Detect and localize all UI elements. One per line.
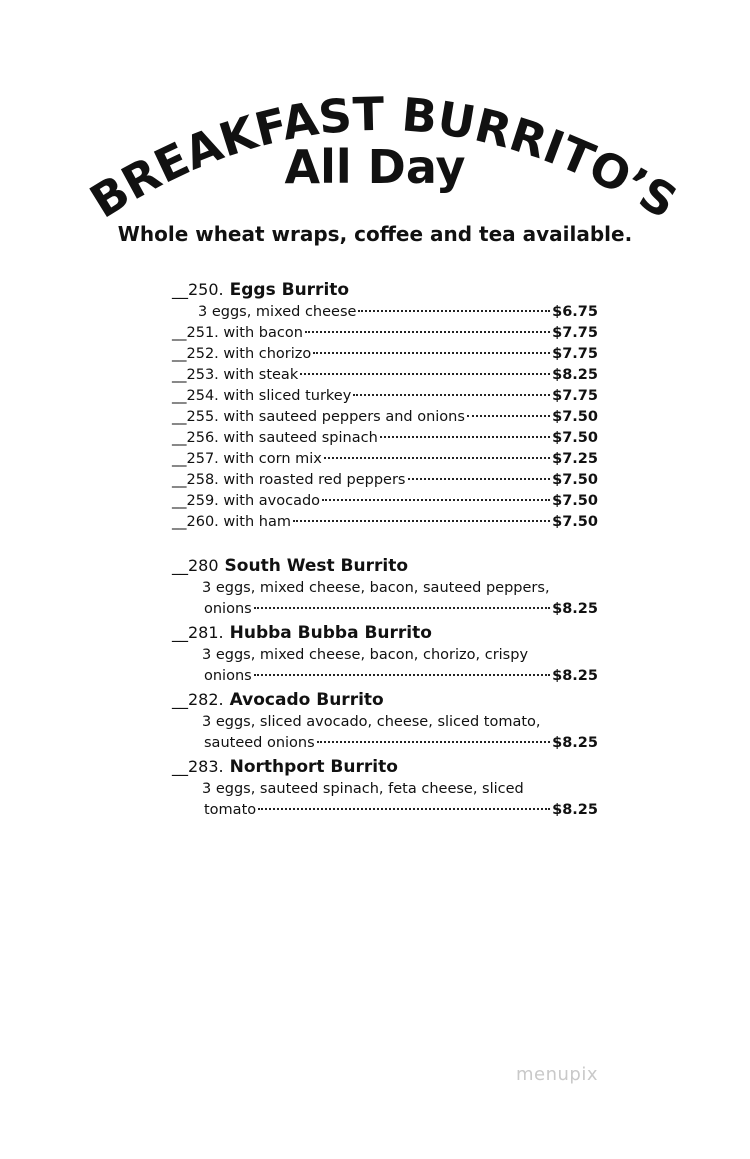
menu-row [172, 407, 598, 428]
menu-row [172, 491, 598, 512]
item-number: __280 [172, 556, 219, 575]
item-price: $8.25 [552, 802, 598, 818]
section-heading [172, 755, 598, 779]
item-name: __254. with sliced turkey [172, 388, 352, 404]
item-price: $7.75 [552, 325, 598, 341]
dot-leader [305, 331, 550, 333]
item-title: Northport Burrito [229, 757, 398, 777]
item-name: __256. with sauteed spinach [172, 430, 378, 446]
watermark: menupix [516, 1064, 599, 1085]
menu-row [172, 344, 598, 365]
dot-leader [467, 415, 550, 417]
dot-leader [324, 457, 550, 459]
dot-leader [258, 808, 550, 810]
dot-leader [313, 352, 550, 354]
item-price: $7.25 [552, 451, 598, 467]
item-number: __281. [172, 623, 224, 642]
item-price: $7.50 [552, 430, 598, 446]
item-price: $7.75 [552, 346, 598, 362]
item-description: 3 eggs, mixed cheese, bacon, sauteed peppers, [202, 580, 550, 596]
dot-leader [254, 674, 550, 676]
dot-leader [254, 607, 550, 609]
item-name: __253. with steak [172, 367, 299, 383]
item-price: $7.50 [552, 472, 598, 488]
item-number: __282. [172, 690, 224, 709]
menu-row [172, 666, 598, 687]
special-burrito-280 [172, 554, 598, 620]
item-price: $7.50 [552, 409, 598, 425]
dot-leader [293, 520, 550, 522]
item-title: Avocado Burrito [229, 690, 384, 710]
dot-leader [358, 310, 550, 312]
item-title: Eggs Burrito [229, 280, 350, 300]
all-day-heading: All Day [284, 140, 466, 194]
item-name: onions [204, 601, 252, 617]
menu-row [172, 512, 598, 533]
menu-row [172, 428, 598, 449]
item-name: __255. with sauteed peppers and onions [172, 409, 465, 425]
menu-row [172, 733, 598, 754]
item-name: 3 eggs, mixed cheese [198, 304, 357, 320]
item-title: South West Burrito [224, 556, 409, 576]
item-name: tomato [204, 802, 257, 818]
item-price: $7.50 [552, 514, 598, 530]
menu-row [172, 599, 598, 620]
item-name: __258. with roasted red peppers [172, 472, 406, 488]
section-heading [172, 554, 598, 578]
item-number: __250. [172, 280, 224, 299]
menu-row [172, 470, 598, 491]
special-burrito-281 [172, 621, 598, 687]
item-price: $6.75 [552, 304, 598, 320]
section-heading [172, 278, 598, 302]
special-burrito-282 [172, 688, 598, 754]
item-name: sauteed onions [204, 735, 315, 751]
item-name: __252. with chorizo [172, 346, 312, 362]
item-price: $8.25 [552, 668, 598, 684]
dot-leader [408, 478, 551, 480]
item-name: onions [204, 668, 252, 684]
item-name: __251. with bacon [172, 325, 303, 341]
item-price: $7.50 [552, 493, 598, 509]
item-number: __283. [172, 757, 224, 776]
section-heading [172, 688, 598, 712]
item-price: $8.25 [552, 735, 598, 751]
item-price: $7.75 [552, 388, 598, 404]
item-description: 3 eggs, mixed cheese, bacon, chorizo, crispy [202, 647, 529, 663]
menu-row [172, 800, 598, 821]
dot-leader [317, 741, 550, 743]
special-burrito-283 [172, 755, 598, 821]
menu-row [172, 449, 598, 470]
eggs-burrito-section [172, 278, 598, 533]
dot-leader [300, 373, 550, 375]
item-description: 3 eggs, sauteed spinach, feta cheese, sliced [202, 781, 524, 797]
item-price: $8.25 [552, 601, 598, 617]
menu-row [172, 365, 598, 386]
dot-leader [353, 394, 550, 396]
section-heading [172, 621, 598, 645]
menu-row [172, 386, 598, 407]
item-description: 3 eggs, sliced avocado, cheese, sliced tomato, [202, 714, 541, 730]
subtitle: Whole wheat wraps, coffee and tea available. [117, 222, 633, 246]
dot-leader [322, 499, 550, 501]
dot-leader [380, 436, 550, 438]
item-name: __259. with avocado [172, 493, 321, 509]
item-price: $8.25 [552, 367, 598, 383]
menu-row [172, 302, 598, 323]
menu-row [172, 323, 598, 344]
item-name: __257. with corn mix [172, 451, 322, 467]
item-title: Hubba Bubba Burrito [229, 623, 432, 643]
arched-title-text: BREAKFAST BURRITO’S [80, 86, 687, 230]
item-name: __260. with ham [172, 514, 291, 530]
